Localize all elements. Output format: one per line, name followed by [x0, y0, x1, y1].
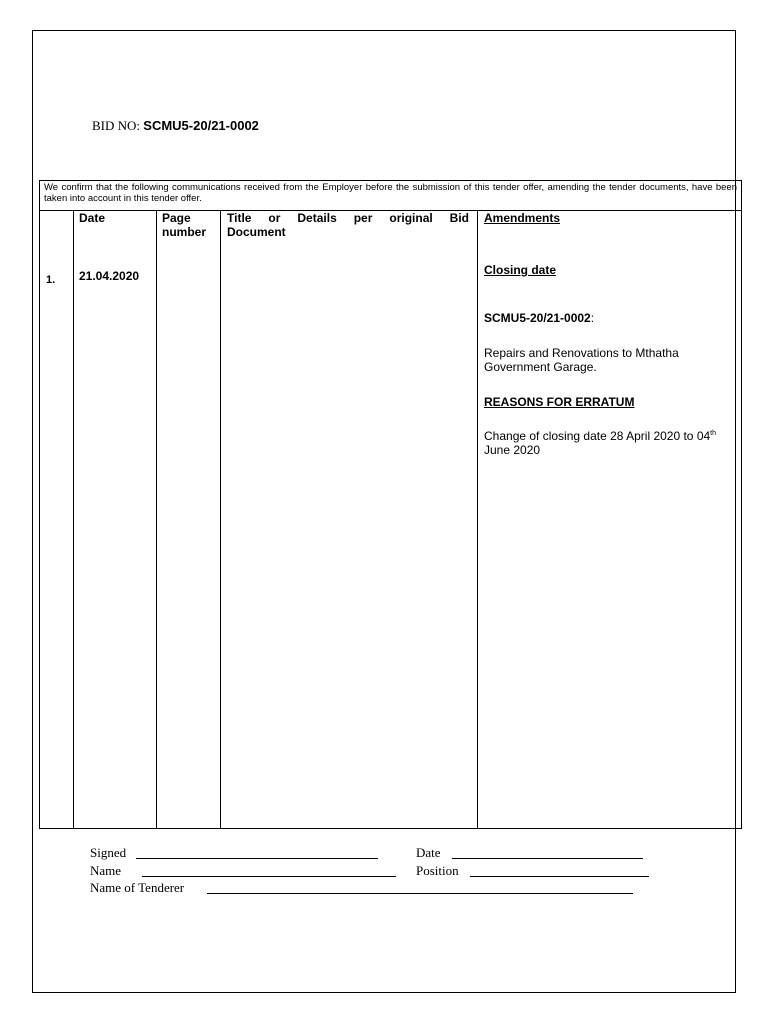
- change-text-part2: June 2020: [484, 443, 541, 457]
- name-line[interactable]: [142, 876, 396, 877]
- column-header-title-line2: Document: [227, 225, 286, 239]
- confirmation-text: We confirm that the following communications received from the Employer before the submission of this tender offer, amending the tender documents, have been taken into account in this tender offer.: [40, 181, 741, 211]
- bid-label: BID NO:: [92, 118, 141, 133]
- bid-number: SCMU5-20/21-0002: [143, 118, 259, 133]
- column-divider: [220, 211, 221, 828]
- column-divider: [156, 211, 157, 828]
- date-label: Date: [416, 845, 441, 860]
- tenderer-label: Name of Tenderer: [90, 880, 185, 895]
- column-header-date: Date: [79, 211, 106, 225]
- column-header-page-line1: Page: [162, 211, 191, 225]
- column-header-title: Title or Details per original Bid: [227, 211, 469, 225]
- amendments-table: [39, 180, 742, 829]
- bid-reference: [484, 311, 594, 325]
- change-text-superscript: th: [710, 430, 717, 437]
- column-header-page: [162, 211, 206, 239]
- name-label: Name: [90, 863, 122, 878]
- bid-reference-colon: :: [590, 311, 595, 325]
- column-header-amendments: Amendments: [484, 211, 561, 225]
- position-label: Position: [416, 863, 459, 878]
- date-line[interactable]: [452, 858, 643, 859]
- closing-date-heading: Closing date: [484, 263, 557, 277]
- tenderer-line[interactable]: [207, 893, 633, 894]
- position-line[interactable]: [470, 876, 649, 877]
- bid-number-heading: [92, 118, 259, 134]
- signed-line[interactable]: [136, 858, 378, 859]
- column-divider: [73, 211, 74, 828]
- column-header-page-line2: number: [162, 225, 207, 239]
- row-number: 1.: [46, 274, 56, 286]
- change-text-part1: Change of closing date 28 April 2020 to 04: [484, 429, 711, 443]
- signed-label: Signed: [90, 845, 127, 860]
- bid-reference-number: SCMU5-20/21-0002: [484, 311, 591, 325]
- row-date: 21.04.2020: [79, 269, 140, 283]
- project-description: Repairs and Renovations to Mthatha Government Garage.: [484, 346, 679, 374]
- change-text: [484, 429, 742, 457]
- column-divider: [477, 211, 478, 828]
- reasons-heading: REASONS FOR ERRATUM: [484, 395, 635, 409]
